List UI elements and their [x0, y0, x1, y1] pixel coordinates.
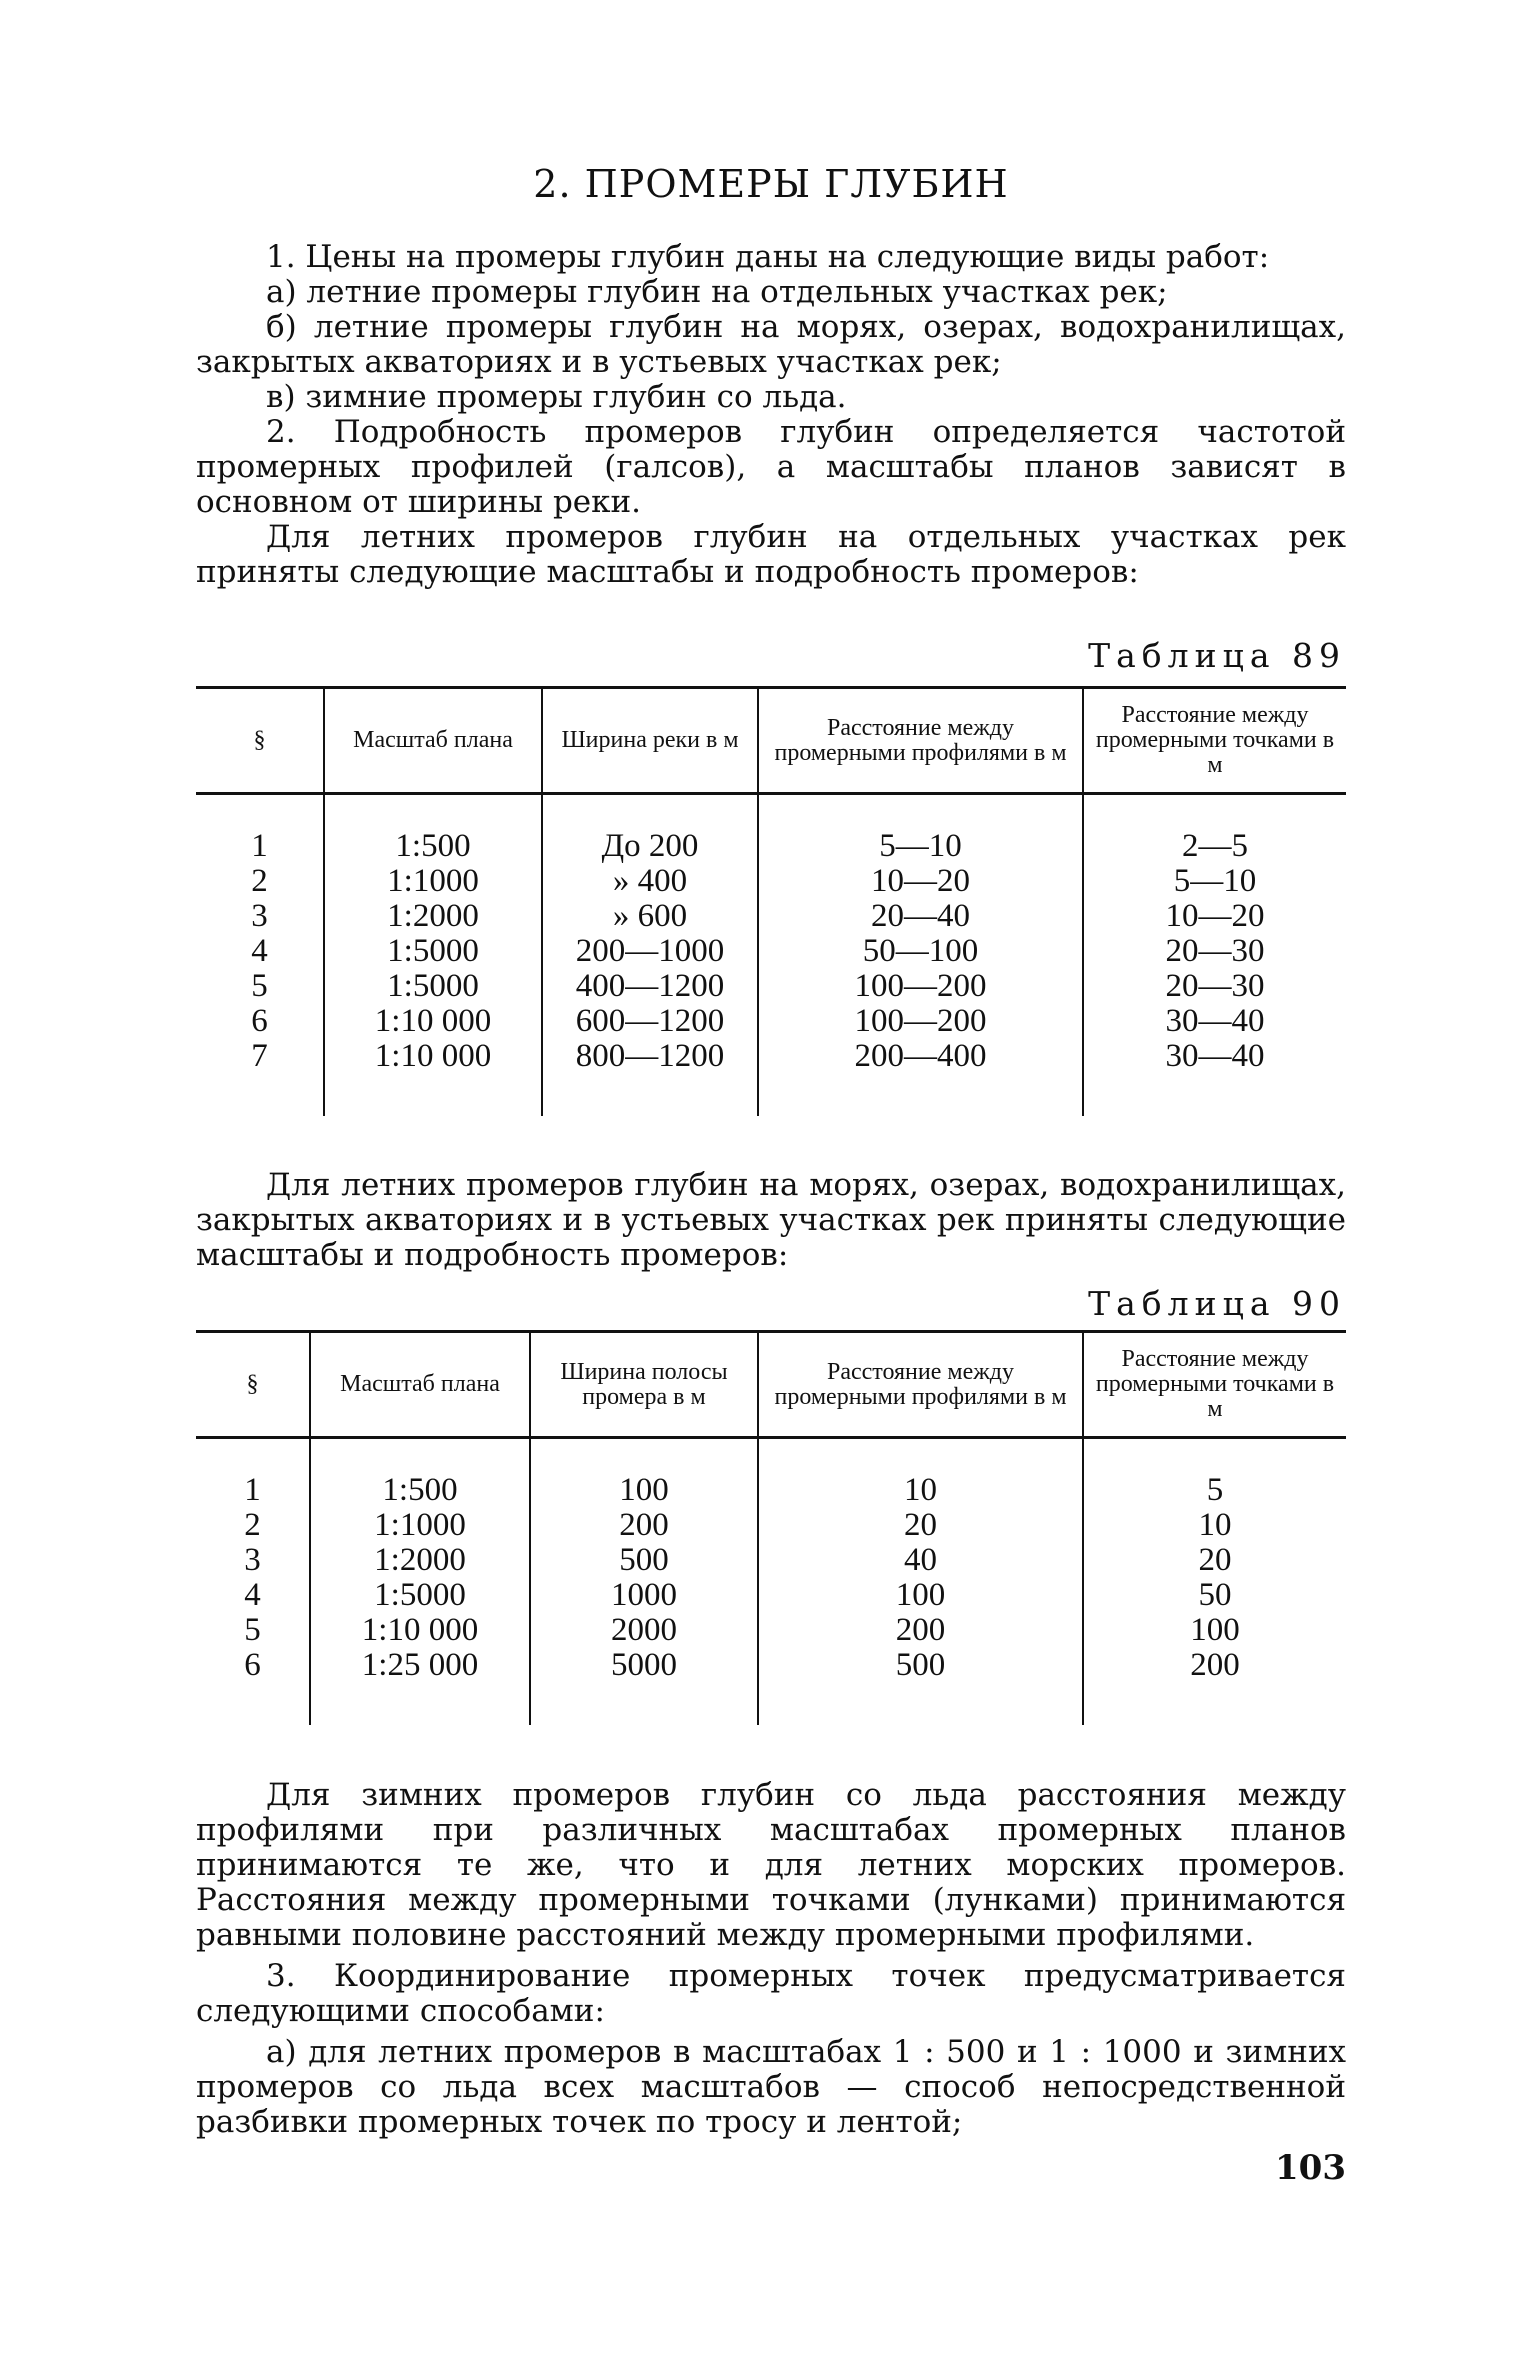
cell: 5 — [1083, 1438, 1346, 1509]
cell: 20—30 — [1083, 969, 1346, 1004]
table-row — [196, 1508, 1346, 1543]
cell: 2 — [244, 1507, 261, 1543]
document-page — [196, 0, 1346, 2362]
cell: 3 — [251, 898, 268, 934]
item-v: в) зимние промеры глубин со льда. — [266, 379, 847, 415]
table-90-caption: Таблица 90 — [1088, 1284, 1346, 1323]
cell: 100 — [758, 1578, 1083, 1613]
paragraph-3: Для летних промеров глубин на отдельных участках рек приняты следующие масштабы и подробность промеров: — [196, 519, 1346, 590]
outro-text — [196, 1778, 1346, 2140]
cell: 5000 — [530, 1648, 758, 1725]
intro-text — [196, 240, 1346, 590]
cell: 100—200 — [758, 969, 1083, 1004]
cell: До 200 — [542, 794, 758, 865]
cell: 1:5000 — [324, 934, 542, 969]
header-cell: § — [196, 1332, 310, 1438]
cell: 40 — [758, 1543, 1083, 1578]
paragraph-5: Для зимних промеров глубин со льда расстояния между профилями при различных масштабах промерных планов принимаются те же, что и для летних морских промеров. Расстояния между промерными точками (лунками) принимаются равными половине расстояний между промерными профилями. — [196, 1777, 1346, 1953]
header-cell: Ширина реки в м — [542, 688, 758, 794]
paragraph-1: 1. Цены на промеры глубин даны на следующие виды работ: — [266, 239, 1270, 275]
cell: 10—20 — [758, 864, 1083, 899]
cell: 30—40 — [1083, 1039, 1346, 1116]
cell: 20—40 — [758, 899, 1083, 934]
paragraph-2: 2. Подробность промеров глубин определяется частотой промерных профилей (галсов), а масштабы планов зависят в основном от ширины реки. — [196, 414, 1346, 520]
cell: 7 — [251, 1038, 268, 1074]
cell: 4 — [244, 1577, 261, 1613]
cell: 1000 — [530, 1578, 758, 1613]
table-90-header — [196, 1332, 1346, 1438]
cell: 6 — [244, 1647, 261, 1683]
item-b: б) летние промеры глубин на морях, озерах, водохранилищах, закрытых акваториях и в устьевых участках рек; — [196, 309, 1346, 380]
cell: 500 — [758, 1648, 1083, 1725]
cell: 2—5 — [1083, 794, 1346, 865]
table-row — [196, 899, 1346, 934]
table-row — [196, 1648, 1346, 1725]
cell: 5—10 — [758, 794, 1083, 865]
table-row — [196, 864, 1346, 899]
cell: 20 — [758, 1508, 1083, 1543]
cell: 200 — [1083, 1648, 1346, 1725]
cell: 10 — [1083, 1508, 1346, 1543]
cell: 1:1000 — [310, 1508, 530, 1543]
cell: 600—1200 — [542, 1004, 758, 1039]
cell: 200 — [758, 1613, 1083, 1648]
table-row — [196, 794, 1346, 865]
cell: 400—1200 — [542, 969, 758, 1004]
cell: 1:10 000 — [324, 1004, 542, 1039]
cell: 2000 — [530, 1613, 758, 1648]
table-90 — [196, 1330, 1346, 1725]
table-row — [196, 1004, 1346, 1039]
paragraph-7: а) для летних промеров в масштабах 1 : 500 и 1 : 1000 и зимних промеров со льда всех масштабов — способ непосредственной разбивки промерных точек по тросу и лентой; — [196, 2034, 1346, 2140]
header-cell: Масштаб плана — [324, 688, 542, 794]
cell: 20—30 — [1083, 934, 1346, 969]
cell: » 400 — [542, 864, 758, 899]
section-title: 2. ПРОМЕРЫ ГЛУБИН — [533, 162, 1009, 206]
header-cell: § — [196, 688, 324, 794]
page-number: 103 — [1275, 2148, 1346, 2188]
cell: 1:25 000 — [310, 1648, 530, 1725]
cell: 1:2000 — [310, 1543, 530, 1578]
cell: 6 — [251, 1003, 268, 1039]
cell: 1:1000 — [324, 864, 542, 899]
cell: 100 — [530, 1438, 758, 1509]
cell: 1 — [251, 828, 268, 864]
cell: 4 — [251, 933, 268, 969]
cell: 20 — [1083, 1543, 1346, 1578]
header-cell: Расстояние между промерными профилями в м — [758, 688, 1083, 794]
cell: 1:2000 — [324, 899, 542, 934]
header-cell: Расстояние между промерными точками в м — [1083, 688, 1346, 794]
cell: 1:5000 — [310, 1578, 530, 1613]
cell: 10—20 — [1083, 899, 1346, 934]
paragraph-6: 3. Координирование промерных точек предусматривается следующими способами: — [196, 1958, 1346, 2029]
cell: 200 — [530, 1508, 758, 1543]
cell: 50—100 — [758, 934, 1083, 969]
table-row — [196, 1438, 1346, 1509]
cell: 10 — [758, 1438, 1083, 1509]
table-row — [196, 1613, 1346, 1648]
header-cell: Ширина полосы промера в м — [530, 1332, 758, 1438]
cell: 5 — [251, 968, 268, 1004]
cell: 30—40 — [1083, 1004, 1346, 1039]
header-cell: Масштаб плана — [310, 1332, 530, 1438]
cell: 200—400 — [758, 1039, 1083, 1116]
table-row — [196, 1578, 1346, 1613]
cell: 1:10 000 — [324, 1039, 542, 1116]
table-89-caption: Таблица 89 — [1088, 636, 1346, 675]
table-89 — [196, 686, 1346, 1116]
cell: 3 — [244, 1542, 261, 1578]
cell: 800—1200 — [542, 1039, 758, 1116]
table-row — [196, 934, 1346, 969]
cell: 500 — [530, 1543, 758, 1578]
cell: 1:10 000 — [310, 1613, 530, 1648]
cell: 1:5000 — [324, 969, 542, 1004]
item-a: а) летние промеры глубин на отдельных участках рек; — [266, 274, 1168, 310]
table-89-header — [196, 688, 1346, 794]
cell: 5—10 — [1083, 864, 1346, 899]
table-row — [196, 969, 1346, 1004]
header-cell: Расстояние между промерными точками в м — [1083, 1332, 1346, 1438]
cell: 200—1000 — [542, 934, 758, 969]
cell: 1 — [244, 1472, 261, 1508]
table-row — [196, 1039, 1346, 1116]
cell: 1:500 — [310, 1438, 530, 1509]
paragraph-4: Для летних промеров глубин на морях, озерах, водохранилищах, закрытых акваториях и в устьевых участках рек приняты следующие масштабы и подробность промеров: — [196, 1167, 1346, 1273]
cell: 2 — [251, 863, 268, 899]
cell: 5 — [244, 1612, 261, 1648]
cell: 50 — [1083, 1578, 1346, 1613]
header-cell: Расстояние между промерными профилями в м — [758, 1332, 1083, 1438]
cell: 100 — [1083, 1613, 1346, 1648]
cell: 100—200 — [758, 1004, 1083, 1039]
table-row — [196, 1543, 1346, 1578]
mid-text — [196, 1168, 1346, 1273]
cell: » 600 — [542, 899, 758, 934]
cell: 1:500 — [324, 794, 542, 865]
